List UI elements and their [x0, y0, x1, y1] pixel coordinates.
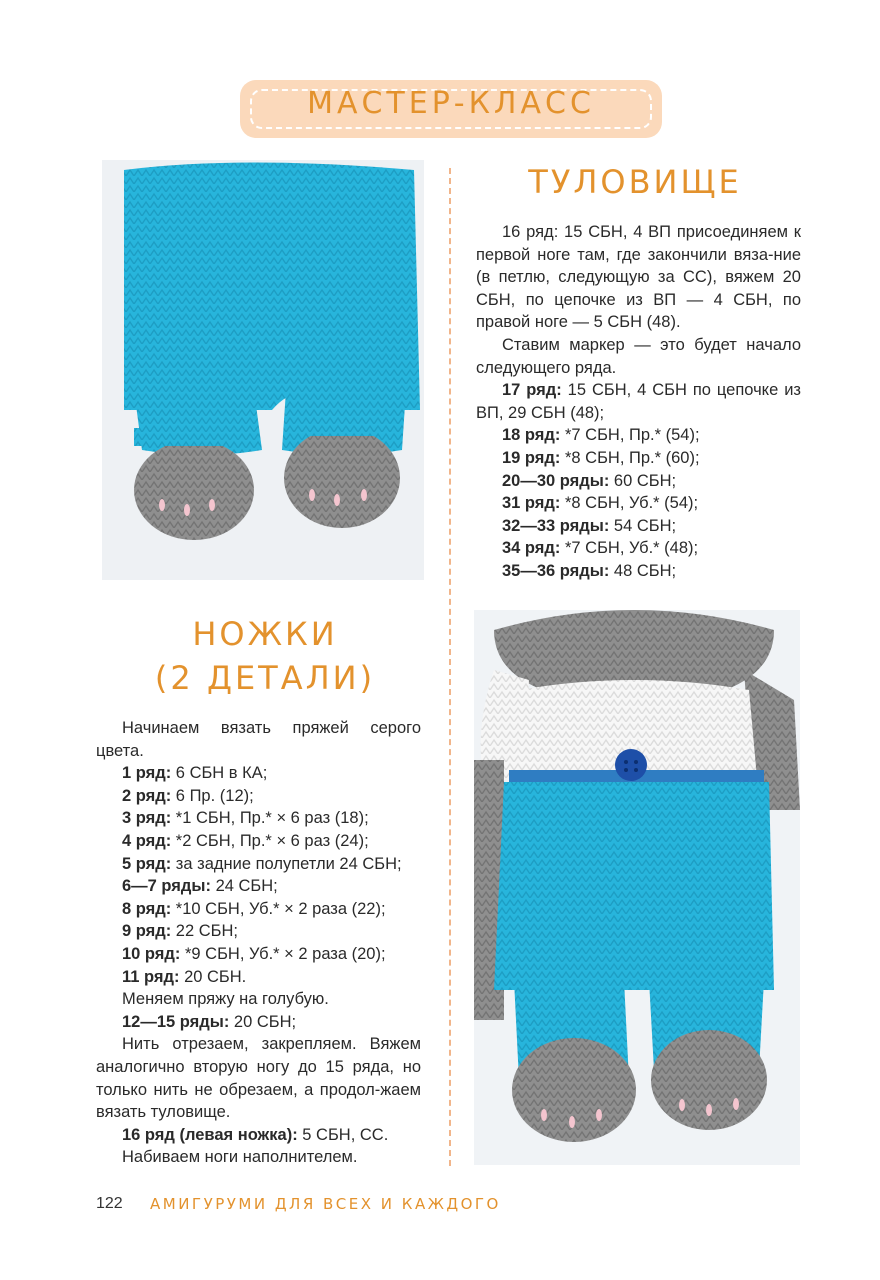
- cut-para: Нить отрезаем, закрепляем. Вяжем аналогично вторую ногу до 15 ряда, но только нить не обрезаем, а продол-жаем вязать туловище.: [96, 1035, 421, 1122]
- legs-row: 12—15 ряды: 20 СБН;: [122, 1012, 297, 1031]
- marker-para: Ставим маркер — это будет начало следующего ряда.: [476, 335, 801, 377]
- legs-row: 4 ряд: *2 СБН, Пр.* × 6 раз (24);: [122, 831, 369, 850]
- legs-heading-line2: (2 ДЕТАЛИ): [154, 659, 376, 697]
- legs-instructions: [96, 717, 421, 1169]
- legs-heading-line1: НОЖКИ: [192, 615, 338, 653]
- legs-row: 3 ряд: *1 СБН, Пр.* × 6 раз (18);: [122, 809, 369, 828]
- legs-row: 1 ряд: 6 СБН в КА;: [122, 764, 268, 783]
- page-number: 122: [96, 1195, 123, 1212]
- legs-row: 2 ряд: 6 Пр. (12);: [122, 786, 254, 805]
- legs-row: 9 ряд: 22 СБН;: [122, 922, 238, 941]
- body-row: 20—30 ряды: 60 СБН;: [502, 471, 677, 490]
- legs-row: 8 ряд: *10 СБН, Уб.* × 2 раза (22);: [122, 899, 386, 918]
- section-banner: [240, 80, 662, 138]
- legs-intro: Начинаем вязать пряжей серого цвета.: [96, 719, 421, 760]
- body-row: 31 ряд: *8 СБН, Уб.* (54);: [502, 494, 699, 513]
- photo-body: [474, 610, 800, 1165]
- body-row: 17 ряд: 15 СБН, 4 СБН по цепочке из ВП, 29 СБН (48);: [476, 381, 801, 422]
- legs-row: 10 ряд: *9 СБН, Уб.* × 2 раза (20);: [122, 944, 386, 963]
- body-row: 19 ряд: *8 СБН, Пр.* (60);: [502, 448, 700, 467]
- legs-row: 5 ряд: за задние полупетли 24 СБН;: [122, 854, 402, 873]
- body-heading: ТУЛОВИЩЕ: [528, 163, 742, 201]
- body-row: 35—36 ряды: 48 СБН;: [502, 561, 677, 580]
- body-row: 32—33 ряды: 54 СБН;: [502, 516, 677, 535]
- book-title: АМИГУРУМИ ДЛЯ ВСЕХ И КАЖДОГО: [150, 1195, 501, 1213]
- body-instructions: [476, 221, 801, 583]
- column-divider: [449, 168, 451, 1166]
- yarn-change: Меняем пряжу на голубую.: [122, 990, 329, 1009]
- body-row: 18 ряд: *7 СБН, Пр.* (54);: [502, 426, 700, 445]
- legs-heading: [130, 612, 400, 700]
- stuff-para: Набиваем ноги наполнителем.: [122, 1148, 358, 1167]
- legs-row: 6—7 ряды: 24 СБН;: [122, 877, 278, 896]
- legs-row: 11 ряд: 20 СБН.: [122, 967, 247, 986]
- legs-row: 16 ряд (левая ножка): 5 СБН, СС.: [122, 1125, 389, 1144]
- photo-legs: [102, 160, 424, 580]
- banner-title: МАСТЕР-КЛАСС: [307, 86, 595, 121]
- body-row: 34 ряд: *7 СБН, Уб.* (48);: [502, 539, 699, 558]
- body-row16-para: 16 ряд: 15 СБН, 4 ВП присоединяем к первой ноге там, где закончили вяза-ние (в петлю, следующую за СС), вяжем 20 СБН, по цепочке из ВП — 4 СБН, по правой ноге — 5 СБН (48).: [476, 223, 801, 332]
